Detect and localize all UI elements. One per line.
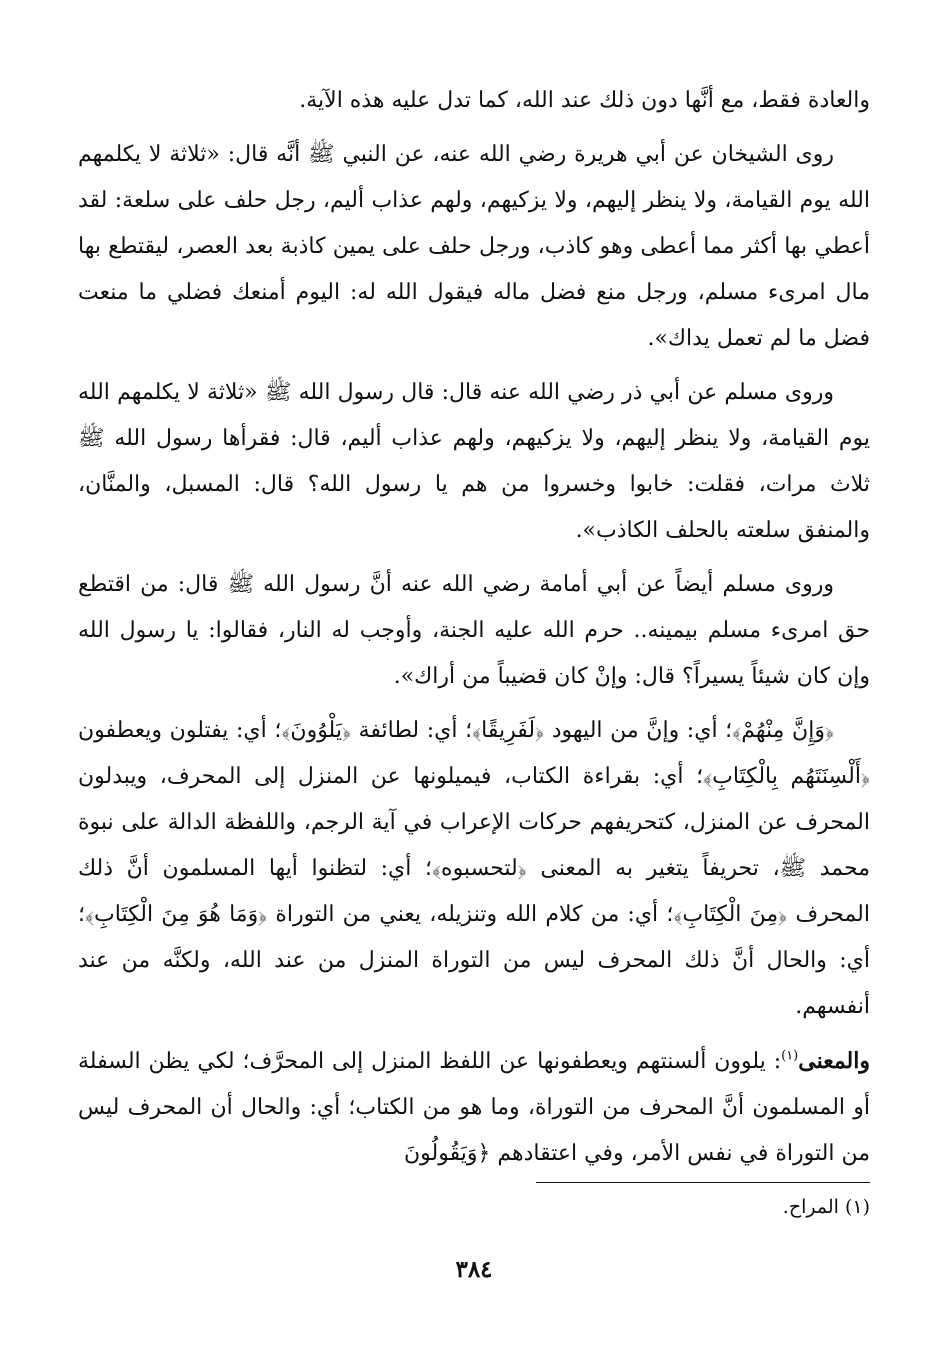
- book-page: [78, 78, 870, 1328]
- paragraph-tafsir: ﴿وَإِنَّ مِنْهُمْ﴾؛ أي: وإنَّ من اليهود ﴿لَفَرِيقًا﴾؛ أي: لطائفة ﴿يَلْوُونَ﴾؛ أي: يفتلون ويعطفون ﴿أَلْسِنَتَهُم بِالْكِتَابِ﴾؛ أي: بقراءة الكتاب، فيميلونها عن المنزل إلى المحرف، ويبدلون المحرف عن المنزل، كتحريفهم حركات الإعراب في آية الرجم، واللفظة الدالة على نبوة محمد ﷺ، تحريفاً يتغير به المعنى ﴿لتحسبوه﴾؛ أي: لتظنوا أيها المسلمون أنَّ ذلك المحرف ﴿مِنَ الْكِتَابِ﴾؛ أي: من كلام الله وتنزيله، يعني من التوراة ﴿وَمَا هُوَ مِنَ الْكِتَابِ﴾؛ أي: والحال أنَّ ذلك المحرف ليس من التوراة المنزل من عند الله، ولكنَّه من عند أنفسهم.: [78, 718, 870, 1019]
- paragraph-hadith-abu-hurayra: روى الشيخان عن أبي هريرة رضي الله عنه، عن النبي ﷺ أنَّه قال: «ثلاثة لا يكلمهم الله يوم القيامة، ولا ينظر إليهم، ولا يزكيهم، ولهم عذاب أليم، رجل حلف على سلعة: لقد أعطي بها أكثر مما أعطى وهو كاذب، ورجل حلف على يمين كاذبة بعد العصر، ليقتطع بها مال امرىء مسلم، ورجل منع فضل ماله فيقول الله له: اليوم أمنعك فضلي ما منعت فضل ما لم تعمل يداك».: [78, 142, 870, 351]
- meaning-lead-word: والمعنى: [798, 1048, 870, 1074]
- footnote: (١) المراح.: [782, 1196, 870, 1218]
- paragraph-continuation: والعادة فقط، مع أنَّها دون ذلك عند الله، كما تدل عليه هذه الآية.: [299, 88, 870, 113]
- page-number: ٣٨٤: [455, 1256, 493, 1283]
- paragraph-hadith-abu-dharr: وروى مسلم عن أبي ذر رضي الله عنه قال: قال رسول الله ﷺ «ثلاثة لا يكلمهم الله يوم القيامة، ولا ينظر إليهم، ولا يزكيهم، ولهم عذاب أليم، قال: فقرأها رسول الله ﷺ ثلاث مرات، فقلت: خابوا وخسروا من هم يا رسول الله؟ قال: المسبل، والمنَّان، والمنفق سلعته بالحلف الكاذب».: [78, 380, 870, 543]
- paragraph-meaning: [78, 1038, 870, 1177]
- footnote-separator: [536, 1182, 870, 1183]
- footnote-marker: (١): [781, 1048, 799, 1064]
- meaning-text: : يلوون ألسنتهم ويعطفونها عن اللفظ المنزل إلى المحرَّف؛ لكي يظن السفلة أو المسلمون أنَّ المحرف من التوراة، وما هو من الكتاب؛ أي: والحال أن المحرف ليس من التوراة في نفس الأمر، وفي اعتقادهم ﴿وَيَقُولُونَ: [78, 1049, 870, 1166]
- paragraph-hadith-abu-umama: وروى مسلم أيضاً عن أبي أمامة رضي الله عنه أنَّ رسول الله ﷺ قال: من اقتطع حق امرىء مسلم بيمينه.. حرم الله عليه الجنة، وأوجب له النار، فقالوا: يا رسول الله وإن كان شيئاً يسيراً؟ قال: وإنْ كان قضيباً من أراك».: [78, 572, 870, 689]
